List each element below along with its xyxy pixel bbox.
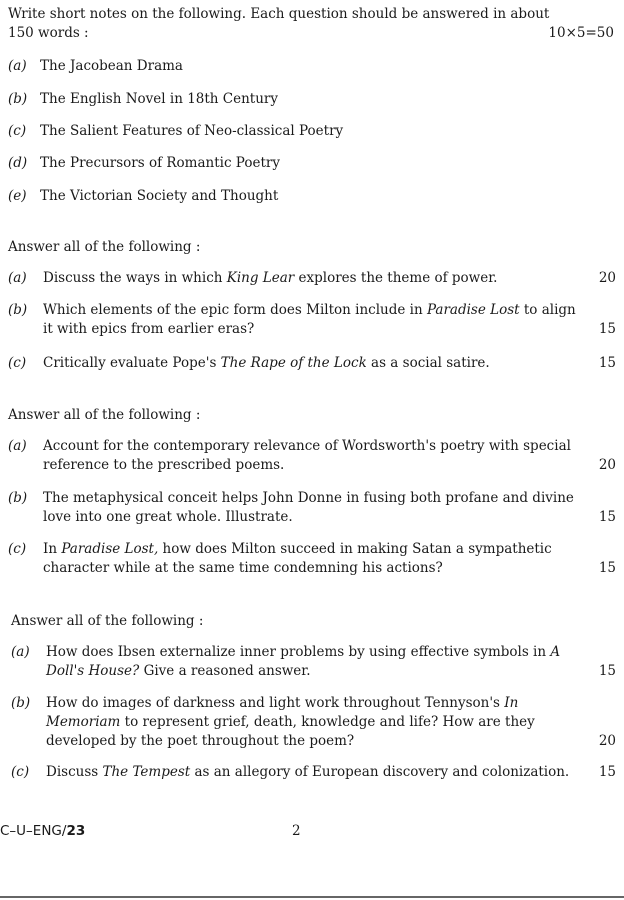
question-text: Account for the contemporary relevance of Wordsworth's poetry with special reference to the prescribed poems. xyxy=(43,438,571,473)
question-marks: 15 xyxy=(598,764,616,780)
intro-line1: Write short notes on the following. Each question should be answered in about xyxy=(8,6,550,22)
question-text: How do images of darkness and light work throughout Tennyson's In Memoriam to represent grief, death, knowledge and life? How are they developed by the poet throughout the poem? xyxy=(46,695,535,749)
note-label: (a) xyxy=(8,58,27,74)
question-text: In Paradise Lost, how does Milton succeed in making Satan a sympathetic character while at the same time condemning his actions? xyxy=(43,541,552,576)
question-text: How does Ibsen externalize inner problems by using effective symbols in A Doll's House? Give a reasoned answer. xyxy=(46,644,561,679)
question-text: The metaphysical conceit helps John Donne in fusing both profane and divine love into one great whole. Illustrate. xyxy=(43,490,574,525)
question-marks: 20 xyxy=(598,270,616,286)
note-item xyxy=(8,154,280,173)
intro-line2-row xyxy=(8,24,614,43)
section4-heading: Answer all of the following : xyxy=(11,613,204,629)
question-marks: 15 xyxy=(598,355,616,371)
question-item xyxy=(11,694,616,751)
question-label: (c) xyxy=(11,764,30,780)
section1-marks: 10×5=50 xyxy=(548,25,614,41)
question-item xyxy=(11,763,616,782)
note-text: The English Novel in 18th Century xyxy=(40,91,278,107)
question-label: (a) xyxy=(8,270,27,286)
note-text: The Salient Features of Neo-classical Poetry xyxy=(40,123,344,139)
intro-line2: 150 words : xyxy=(8,25,89,41)
section3-heading: Answer all of the following : xyxy=(8,407,201,423)
question-label: (b) xyxy=(8,302,28,318)
question-text: Which elements of the epic form does Milton include in Paradise Lost to align it with epics from earlier eras? xyxy=(43,302,576,337)
note-text: The Precursors of Romantic Poetry xyxy=(40,155,280,171)
section2-heading: Answer all of the following : xyxy=(8,239,201,255)
note-text: The Victorian Society and Thought xyxy=(40,188,279,204)
question-item xyxy=(11,643,616,681)
question-marks: 15 xyxy=(598,560,616,576)
note-label: (c) xyxy=(8,123,27,139)
question-text: Critically evaluate Pope's The Rape of the Lock as a social satire. xyxy=(43,355,490,371)
question-item xyxy=(8,437,616,475)
question-marks: 20 xyxy=(598,733,616,749)
question-label: (a) xyxy=(11,644,30,660)
bottom-rule xyxy=(0,896,624,898)
note-text: The Jacobean Drama xyxy=(40,58,183,74)
question-label: (b) xyxy=(8,490,28,506)
page-number: 2 xyxy=(292,823,301,839)
note-label: (e) xyxy=(8,188,27,204)
note-label: (d) xyxy=(8,155,28,171)
question-marks: 15 xyxy=(598,663,616,679)
question-text: Discuss the ways in which King Lear explores the theme of power. xyxy=(43,270,498,286)
note-item xyxy=(8,90,278,109)
note-item xyxy=(8,122,343,141)
question-label: (c) xyxy=(8,355,27,371)
section1-intro xyxy=(8,5,614,43)
note-item xyxy=(8,57,183,76)
question-marks: 15 xyxy=(598,509,616,525)
question-item xyxy=(8,540,616,578)
question-item xyxy=(8,301,616,339)
question-label: (b) xyxy=(11,695,31,711)
question-marks: 15 xyxy=(598,321,616,337)
note-item xyxy=(8,187,278,206)
question-marks: 20 xyxy=(598,457,616,473)
question-text: Discuss The Tempest as an allegory of European discovery and colonization. xyxy=(46,764,570,780)
question-item xyxy=(8,269,616,288)
note-label: (b) xyxy=(8,91,28,107)
question-label: (c) xyxy=(8,541,27,557)
question-item xyxy=(8,489,616,527)
paper-code: C–U–ENG/23 xyxy=(0,823,86,839)
question-item xyxy=(8,354,616,373)
question-label: (a) xyxy=(8,438,27,454)
